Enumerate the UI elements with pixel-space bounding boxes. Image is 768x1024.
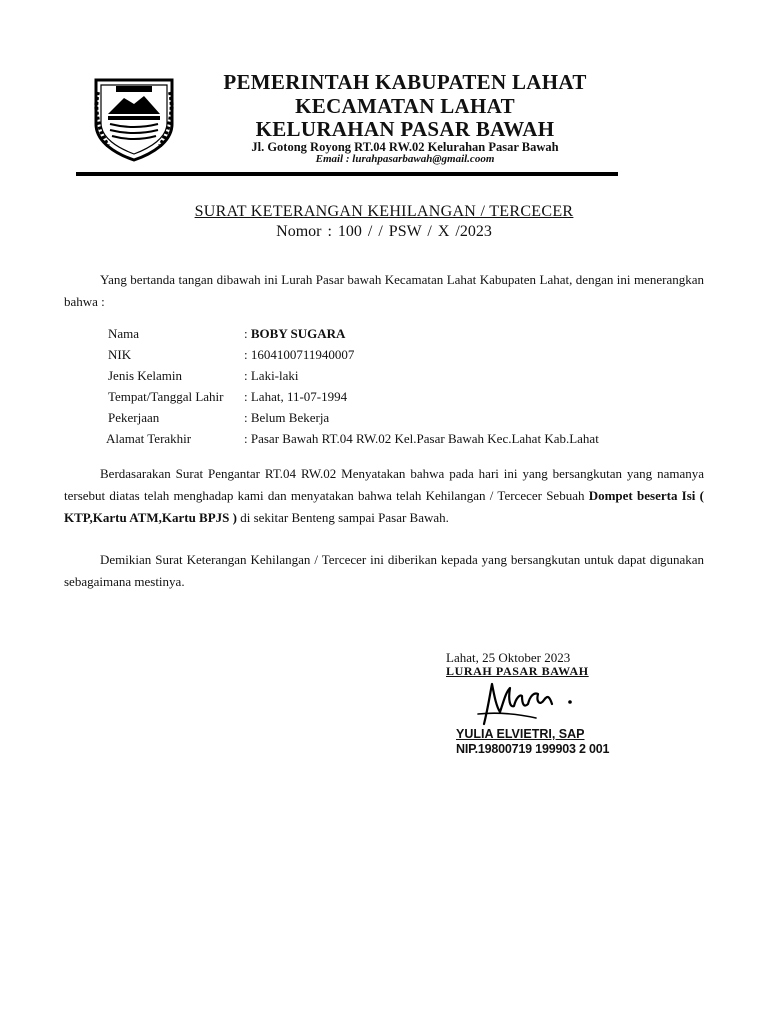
field-value: : Pasar Bawah RT.04 RW.02 Kel.Pasar Bawah Kec.Lahat Kab.Lahat xyxy=(244,431,599,446)
field-value: : Laki-laki xyxy=(244,368,299,383)
kabupaten-lahat-emblem-icon xyxy=(86,72,182,162)
letterhead-district: KECAMATAN LAHAT xyxy=(295,94,515,118)
letterhead-email: Email : lurahpasarbawah@gmail.coom xyxy=(315,153,495,165)
field-label: Jenis Kelamin xyxy=(108,368,183,383)
field-value: : BOBY SUGARA xyxy=(244,326,346,341)
intro-paragraph: Yang bertanda tangan dibawah ini Lurah Pasar bawah Kecamatan Lahat Kabupaten Lahat, dengan ini menerangkan bahwa : xyxy=(64,272,704,309)
field-label: NIK xyxy=(108,347,132,362)
field-label: Alamat Terakhir xyxy=(106,431,192,446)
signature-place-date: Lahat, 25 Oktober 2023 xyxy=(446,650,571,665)
field-value: : Lahat, 11-07-1994 xyxy=(244,389,348,404)
letter-number: Nomor : 100 / / PSW / X /2023 xyxy=(276,223,492,240)
field-label: Pekerjaan xyxy=(108,410,160,425)
body-paragraph: Berdasarakan Surat Pengantar RT.04 RW.02 Menyatakan bahwa pada hari ini yang bersangkutan yang namanya tersebut diatas telah menghadap kami dan menyatakan bahwa telah Kehilangan / Tercecer Sebuah Dompet beserta Isi ( KTP,Kartu ATM,Kartu BPJS ) di sekitar Benteng sampai Pasar Bawah. xyxy=(64,466,704,525)
closing-paragraph: Demikian Surat Keterangan Kehilangan / Tercecer ini diberikan kepada yang bersangkutan untuk dapat digunakan sebagaimana mestinya. xyxy=(64,552,704,589)
letterhead-divider xyxy=(76,172,618,176)
field-value: : Belum Bekerja xyxy=(244,410,330,425)
field-label: Tempat/Tanggal Lahir xyxy=(108,389,224,404)
signer-nip: NIP.19800719 199903 2 001 xyxy=(456,742,610,756)
letterhead-address: Jl. Gotong Royong RT.04 RW.02 Kelurahan Pasar Bawah xyxy=(251,140,559,154)
field-label: Nama xyxy=(108,326,140,341)
field-value: : 1604100711940007 xyxy=(244,347,355,362)
letter-title: SURAT KETERANGAN KEHILANGAN / TERCECER xyxy=(194,203,574,220)
letterhead-government: PEMERINTAH KABUPATEN LAHAT xyxy=(223,70,587,94)
letterhead-village: KELURAHAN PASAR BAWAH xyxy=(255,117,555,141)
handwritten-signature-icon xyxy=(470,678,590,734)
signer-name: YULIA ELVIETRI, SAP xyxy=(456,727,585,741)
signature-role: LURAH PASAR BAWAH xyxy=(446,664,589,678)
